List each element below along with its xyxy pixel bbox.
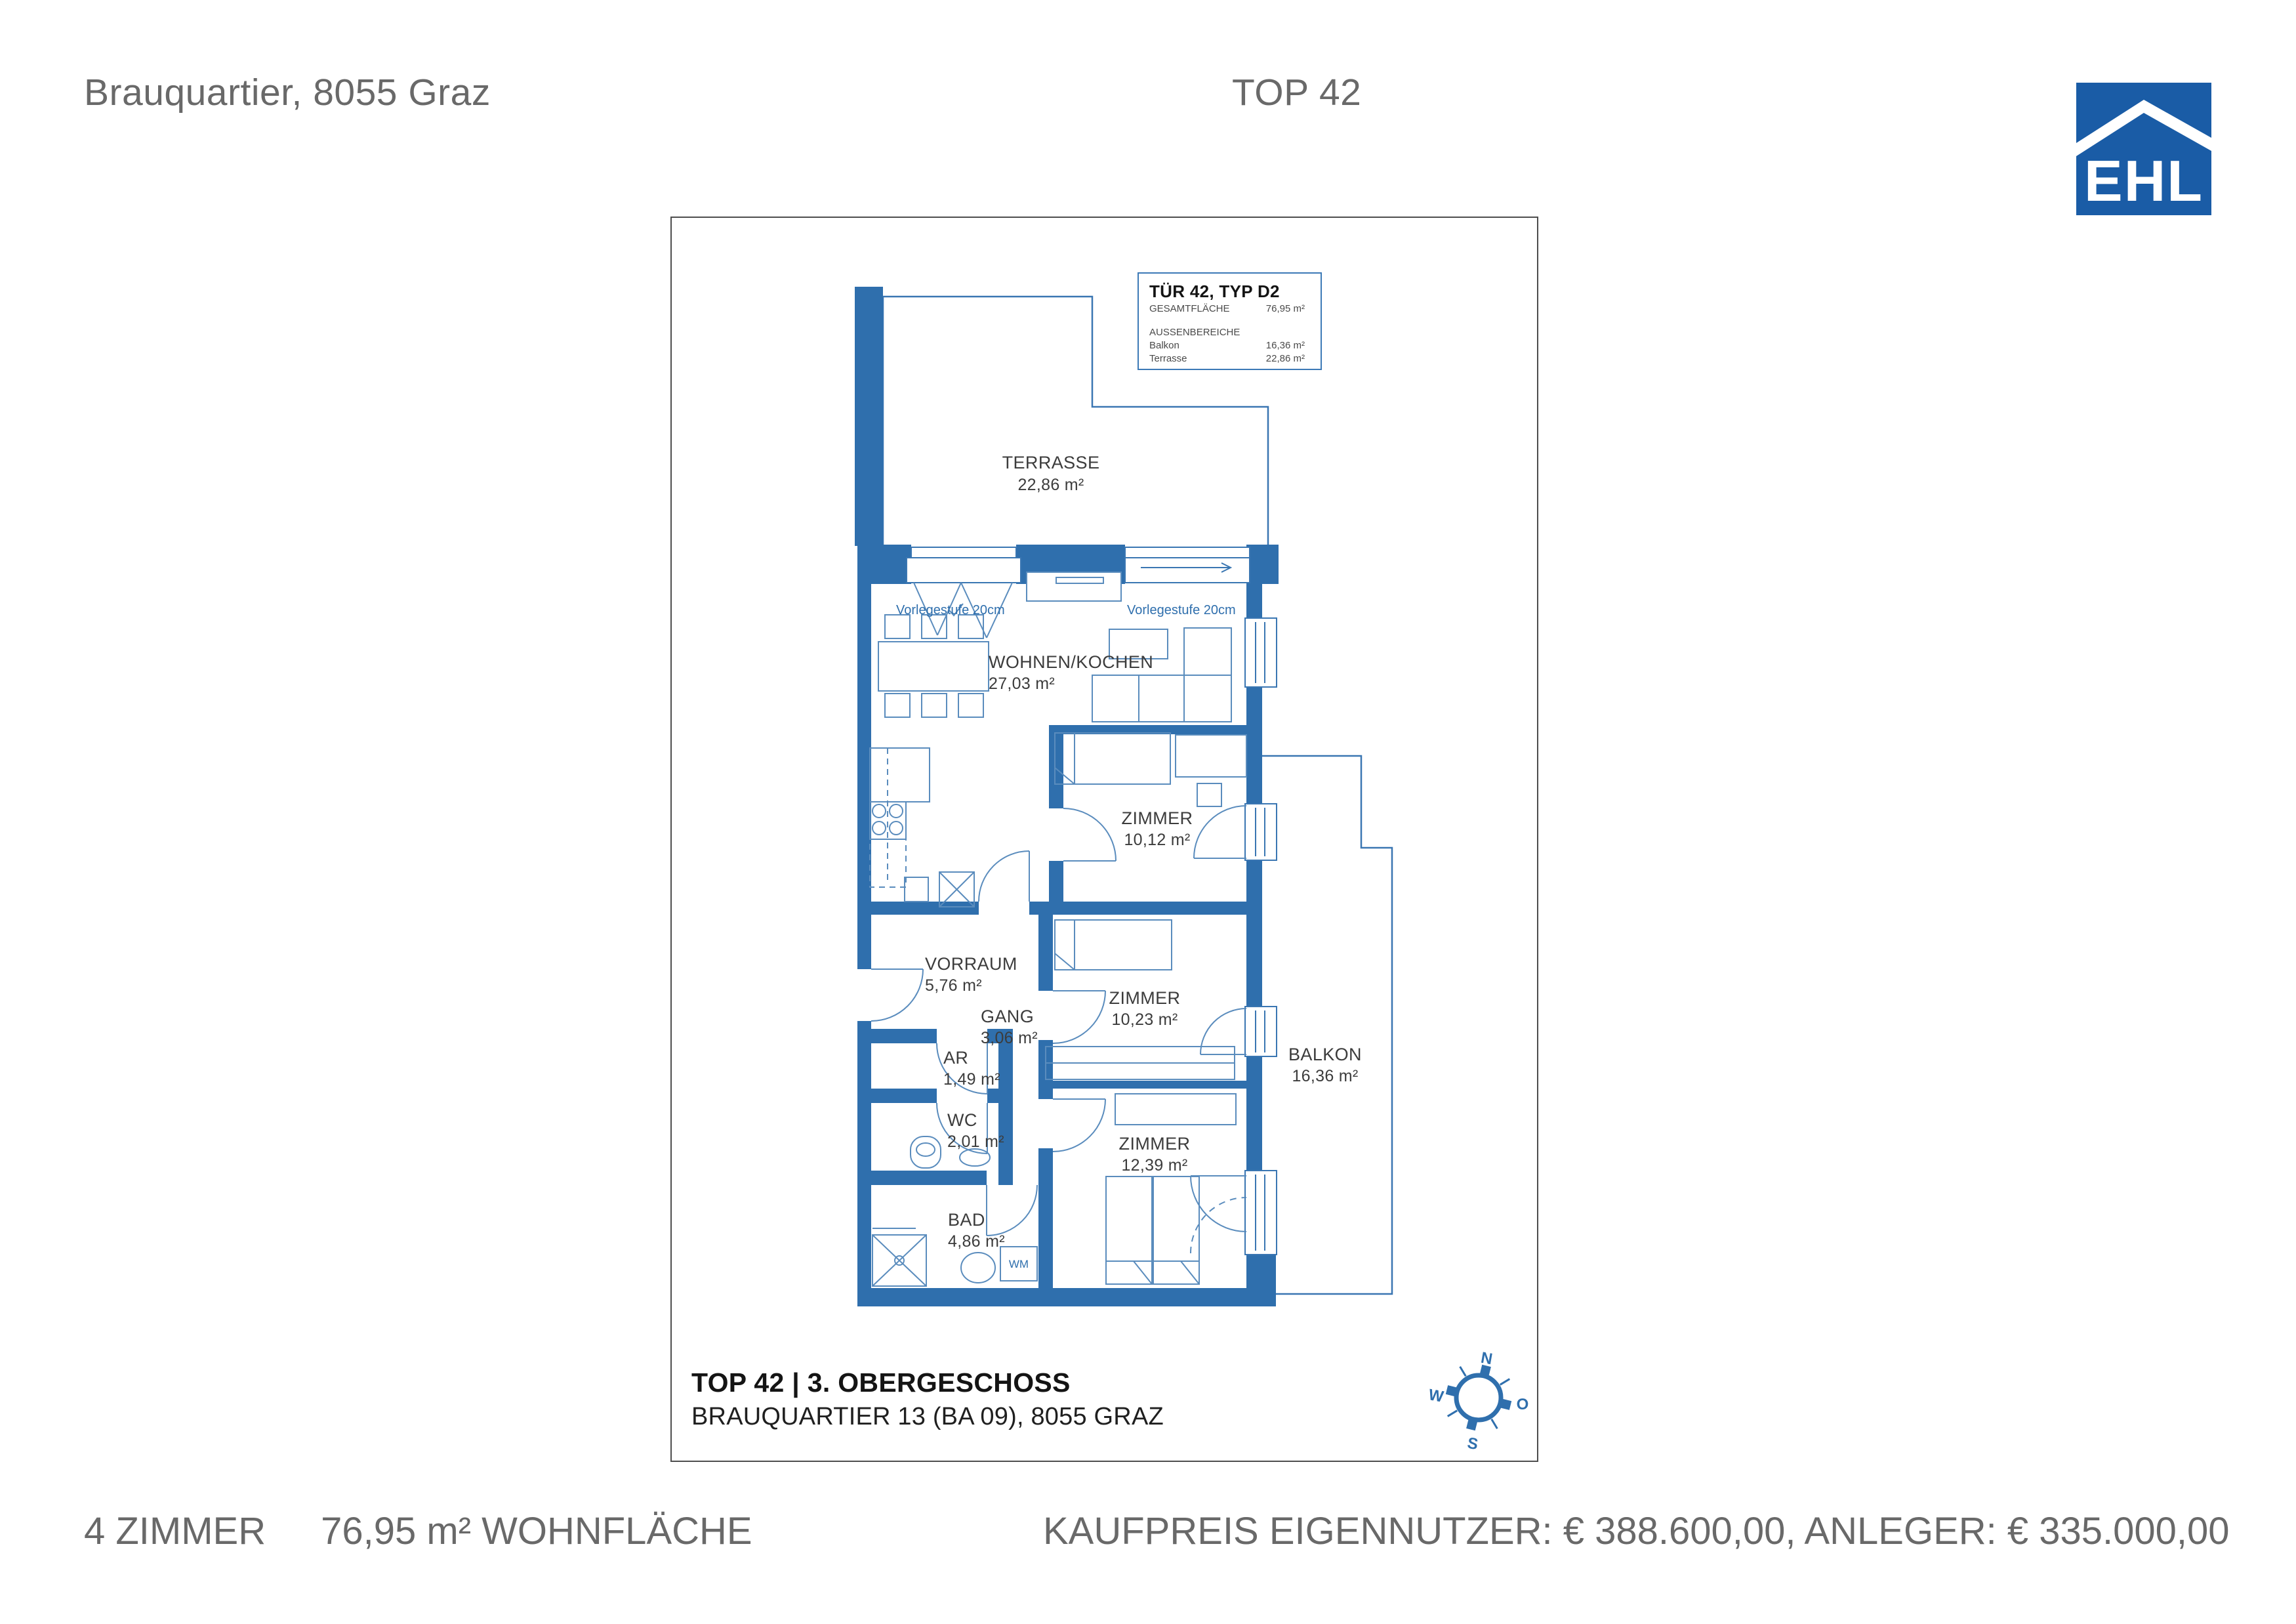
- room-area-gang: 3,06 m²: [981, 1029, 1038, 1047]
- summary-left: [84, 1509, 752, 1553]
- balkon-row: [1149, 339, 1321, 352]
- plan-caption-line1: TOP 42 | 3. OBERGESCHOSS: [691, 1367, 1071, 1398]
- room-area-terrasse: 22,86 m²: [1017, 476, 1084, 494]
- room-label-gang: GANG: [981, 1007, 1035, 1026]
- room-label-zimmer1: ZIMMER: [1121, 808, 1193, 828]
- room-label-vorraum: VORRAUM: [925, 954, 1017, 974]
- price-line: KAUFPREIS EIGENNUTZER: € 388.600,00, ANLEGER: € 335.000,00: [1043, 1510, 2230, 1552]
- vorlegestufe-left-label: Vorlegestufe 20cm: [896, 603, 1005, 617]
- terrasse-label: Terrasse: [1149, 353, 1187, 364]
- plan-caption-line2: BRAUQUARTIER 13 (BA 09), 8055 GRAZ: [691, 1403, 1164, 1430]
- furniture: [870, 615, 1246, 1286]
- compass-s: S: [1466, 1434, 1480, 1454]
- compass-n: N: [1479, 1348, 1494, 1369]
- terrasse-row: [1149, 352, 1321, 365]
- compass-icon: [1427, 1349, 1529, 1453]
- ehl-house-icon: [2076, 83, 2211, 215]
- floorplan-drawing: [672, 218, 1537, 1461]
- room-area-bad: 4,86 m²: [948, 1232, 1005, 1251]
- plan-caption: [691, 1367, 1164, 1431]
- outdoor-heading: AUSSENBEREICHE: [1149, 327, 1240, 338]
- terrasse-value: 22,86 m²: [1265, 353, 1305, 364]
- total-area-row: [1149, 302, 1321, 316]
- living-area: 76,95 m² WOHNFLÄCHE: [321, 1510, 752, 1552]
- room-label-terrasse: TERRASSE: [1002, 453, 1100, 472]
- room-area-ar: 1,49 m²: [943, 1070, 1000, 1089]
- room-area-wc: 2,01 m²: [947, 1133, 1004, 1151]
- unit-info-title: TÜR 42, TYP D2: [1149, 281, 1280, 301]
- room-area-balkon: 16,36 m²: [1292, 1067, 1359, 1085]
- room-area-wohnen: 27,03 m²: [989, 675, 1056, 693]
- room-label-bad: BAD: [948, 1210, 985, 1230]
- balkon-value: 16,36 m²: [1265, 340, 1305, 351]
- compass-w: W: [1427, 1386, 1445, 1406]
- project-title: Brauquartier, 8055 Graz: [84, 72, 491, 114]
- room-area-zimmer1: 10,12 m²: [1124, 831, 1191, 849]
- room-area-vorraum: 5,76 m²: [925, 976, 982, 995]
- ehl-logo: [2076, 83, 2211, 215]
- room-label-zimmer3: ZIMMER: [1118, 1134, 1191, 1154]
- room-area-zimmer2: 10,23 m²: [1111, 1010, 1178, 1029]
- balkon-label: Balkon: [1149, 340, 1179, 351]
- ehl-logo-text: EHL: [2084, 148, 2204, 213]
- total-area-value: 76,95 m²: [1265, 303, 1305, 314]
- room-label-wc: WC: [947, 1110, 977, 1130]
- terrace-sideboard: [1027, 572, 1121, 601]
- total-area-label: GESAMTFLÄCHE: [1149, 303, 1230, 314]
- unit-info-box: [1138, 272, 1322, 370]
- room-count: 4 ZIMMER: [84, 1510, 266, 1552]
- room-label-ar: AR: [943, 1048, 969, 1068]
- room-area-zimmer3: 12,39 m²: [1121, 1156, 1188, 1175]
- room-label-zimmer2: ZIMMER: [1109, 988, 1181, 1008]
- room-label-balkon: BALKON: [1288, 1045, 1362, 1064]
- floorplan-canvas: [670, 217, 1538, 1462]
- unit-title: TOP 42: [1232, 72, 1362, 114]
- room-label-wohnen: WOHNEN/KOCHEN: [989, 652, 1154, 672]
- compass-o: O: [1516, 1396, 1529, 1413]
- vorlegestufe-right-label: Vorlegestufe 20cm: [1127, 603, 1236, 617]
- balcony-outline: [1262, 756, 1392, 1294]
- washing-machine-label: WM: [1008, 1258, 1029, 1270]
